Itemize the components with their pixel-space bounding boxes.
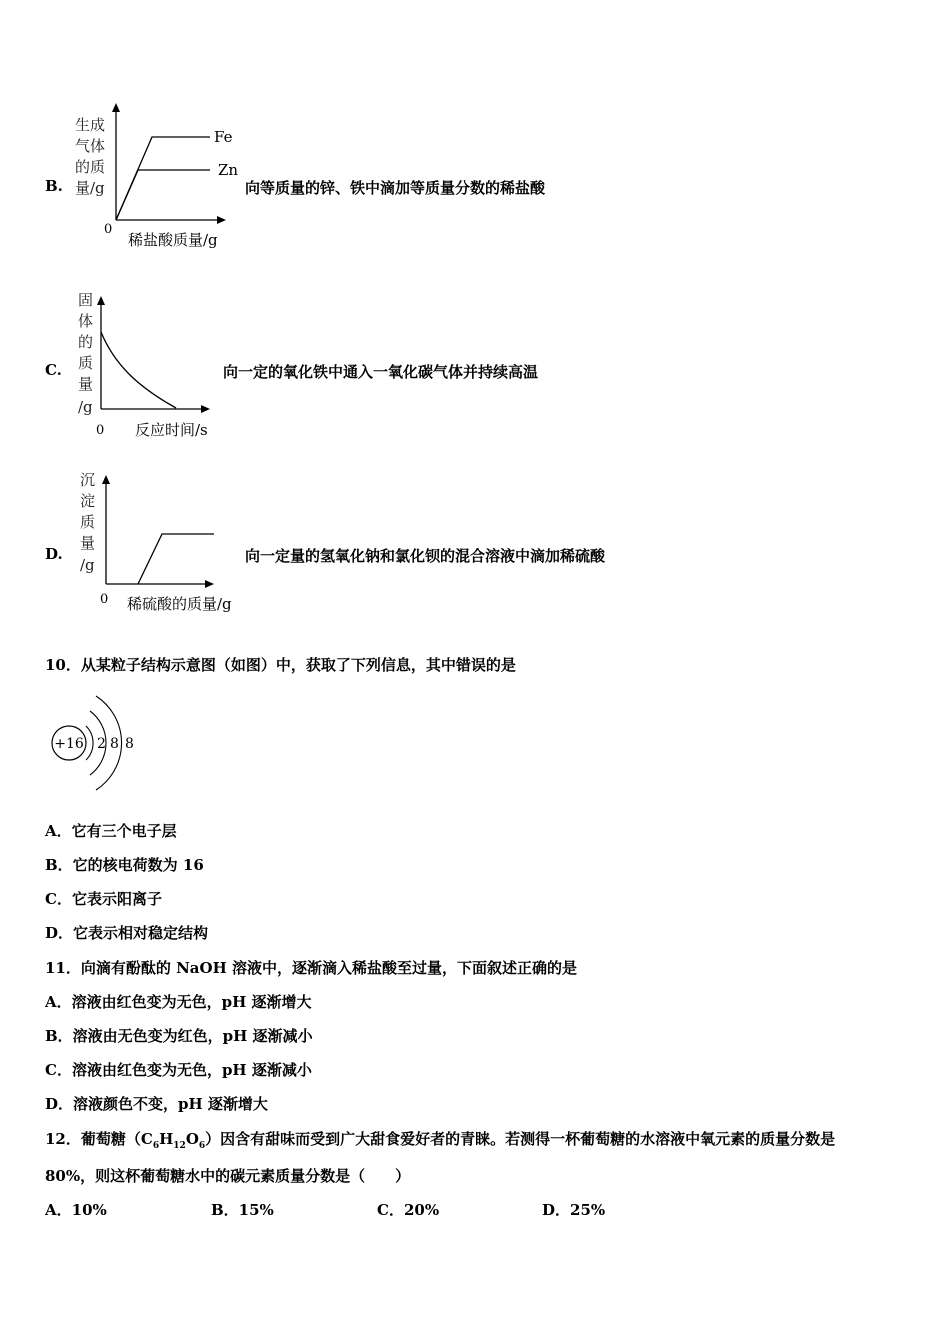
- graph-b-ylabel-line: 气体: [75, 137, 106, 155]
- q12-option: B．15%: [211, 1201, 274, 1219]
- graph-b-origin: 0: [104, 222, 113, 237]
- electron-shell-arc: [86, 726, 93, 760]
- q12-stem-line1: [45, 1128, 835, 1151]
- graph-b-ylabel-line: 量/g: [75, 179, 105, 197]
- q10-option: B．它的核电荷数为 16: [45, 856, 204, 874]
- graph-d-ylabel: [80, 471, 95, 574]
- graph-d-ylabel-line: 淀: [80, 492, 96, 510]
- option-b-letter: B.: [45, 177, 63, 195]
- graph-d-ylabel-line: 质: [80, 513, 96, 531]
- option-d-letter: D.: [45, 545, 63, 563]
- graph-c-x-arrow: [201, 405, 210, 413]
- q11-stem: 11．向滴有酚酞的 NaOH 溶液中，逐渐滴入稀盐酸至过量，下面叙述正确的是: [45, 959, 577, 977]
- graph-c: [70, 288, 230, 443]
- q11-option: B．溶液由无色变为红色，pH 逐渐减小: [45, 1027, 313, 1045]
- graph-d-x-arrow: [205, 580, 214, 588]
- graph-d: [70, 467, 250, 617]
- formula-element: H: [159, 1130, 174, 1148]
- q10-stem: 10．从某粒子结构示意图（如图）中，获取了下列信息，其中错误的是: [45, 656, 516, 674]
- graph-b-ylabel: [75, 116, 105, 197]
- q12-option: A．10%: [45, 1201, 107, 1219]
- q12-option: C．20%: [377, 1201, 440, 1219]
- option-b-statement: 向等质量的锌、铁中滴加等质量分数的稀盐酸: [245, 179, 546, 197]
- formula-subscript: 6: [198, 1141, 206, 1151]
- glucose-formula: [140, 1130, 206, 1151]
- graph-c-ylabel: [78, 291, 93, 416]
- q11-option: D．溶液颜色不变，pH 逐渐增大: [45, 1095, 268, 1113]
- graph-d-line: [138, 534, 214, 584]
- q10-option: D．它表示相对稳定结构: [45, 924, 209, 942]
- electron-count: 8: [110, 736, 119, 752]
- graph-d-xlabel: 稀硫酸的质量/g: [127, 595, 232, 613]
- graph-c-ylabel-line: 量: [78, 375, 94, 393]
- electron-count: 2: [97, 736, 106, 752]
- q10-option: C．它表示阳离子: [45, 890, 162, 908]
- particle-structure-diagram: [48, 688, 148, 798]
- q11-option: C．溶液由红色变为无色，pH 逐渐减小: [45, 1061, 312, 1079]
- graph-b-zn-label: Zn: [218, 161, 239, 179]
- graph-c-origin: 0: [96, 423, 105, 438]
- formula-element: O: [185, 1130, 199, 1148]
- q12-option: D．25%: [542, 1201, 606, 1219]
- graph-b-x-arrow: [217, 216, 226, 224]
- graph-d-y-arrow: [102, 475, 110, 484]
- graph-c-xlabel: 反应时间/s: [135, 421, 208, 439]
- graph-d-origin: 0: [100, 592, 109, 607]
- graph-d-ylabel-line: 量: [80, 534, 96, 552]
- nucleus-charge: +16: [54, 736, 84, 752]
- graph-b-y-arrow: [112, 103, 120, 112]
- q10-option: A．它有三个电子层: [45, 822, 177, 840]
- formula-subscript: 12: [173, 1141, 186, 1151]
- graph-c-y-arrow: [97, 296, 105, 305]
- formula-element: C: [140, 1130, 153, 1148]
- q12-stem-start: 12．葡萄糖（: [45, 1130, 141, 1148]
- graph-c-ylabel-line: 的: [78, 333, 94, 351]
- graph-b-ylabel-line: 生成: [75, 116, 106, 134]
- graph-c-ylabel-line: /g: [78, 398, 93, 416]
- graph-b-zn-line: [116, 170, 210, 220]
- graph-c-ylabel-line: 固: [78, 291, 94, 309]
- q11-option: A．溶液由红色变为无色，pH 逐渐增大: [45, 993, 312, 1011]
- q12-stem-line2: 80%，则这杯葡萄糖水中的碳元素质量分数是（ ）: [45, 1167, 411, 1185]
- graph-b-fe-line: [116, 137, 210, 220]
- electron-count: 8: [125, 736, 134, 752]
- graph-d-ylabel-line: 沉: [80, 471, 96, 489]
- option-c-letter: C.: [45, 361, 62, 379]
- graph-c-ylabel-line: 体: [78, 312, 94, 330]
- graph-d-ylabel-line: /g: [80, 556, 95, 574]
- graph-b-fe-label: Fe: [214, 128, 233, 146]
- option-d-statement: 向一定量的氢氧化钠和氯化钡的混合溶液中滴加稀硫酸: [245, 547, 606, 565]
- option-c-statement: 向一定的氧化铁中通入一氧化碳气体并持续高温: [223, 363, 539, 381]
- q12-stem-rest: ）因含有甜味而受到广大甜食爱好者的青睐。若测得一杯葡萄糖的水溶液中氧元素的质量分数是: [205, 1130, 836, 1148]
- formula-subscript: 6: [152, 1141, 160, 1151]
- graph-c-curve: [101, 332, 176, 408]
- graph-b: [70, 100, 245, 250]
- graph-b-xlabel: 稀盐酸质量/g: [128, 231, 218, 249]
- graph-c-ylabel-line: 质: [78, 354, 94, 372]
- graph-b-ylabel-line: 的质: [75, 158, 106, 176]
